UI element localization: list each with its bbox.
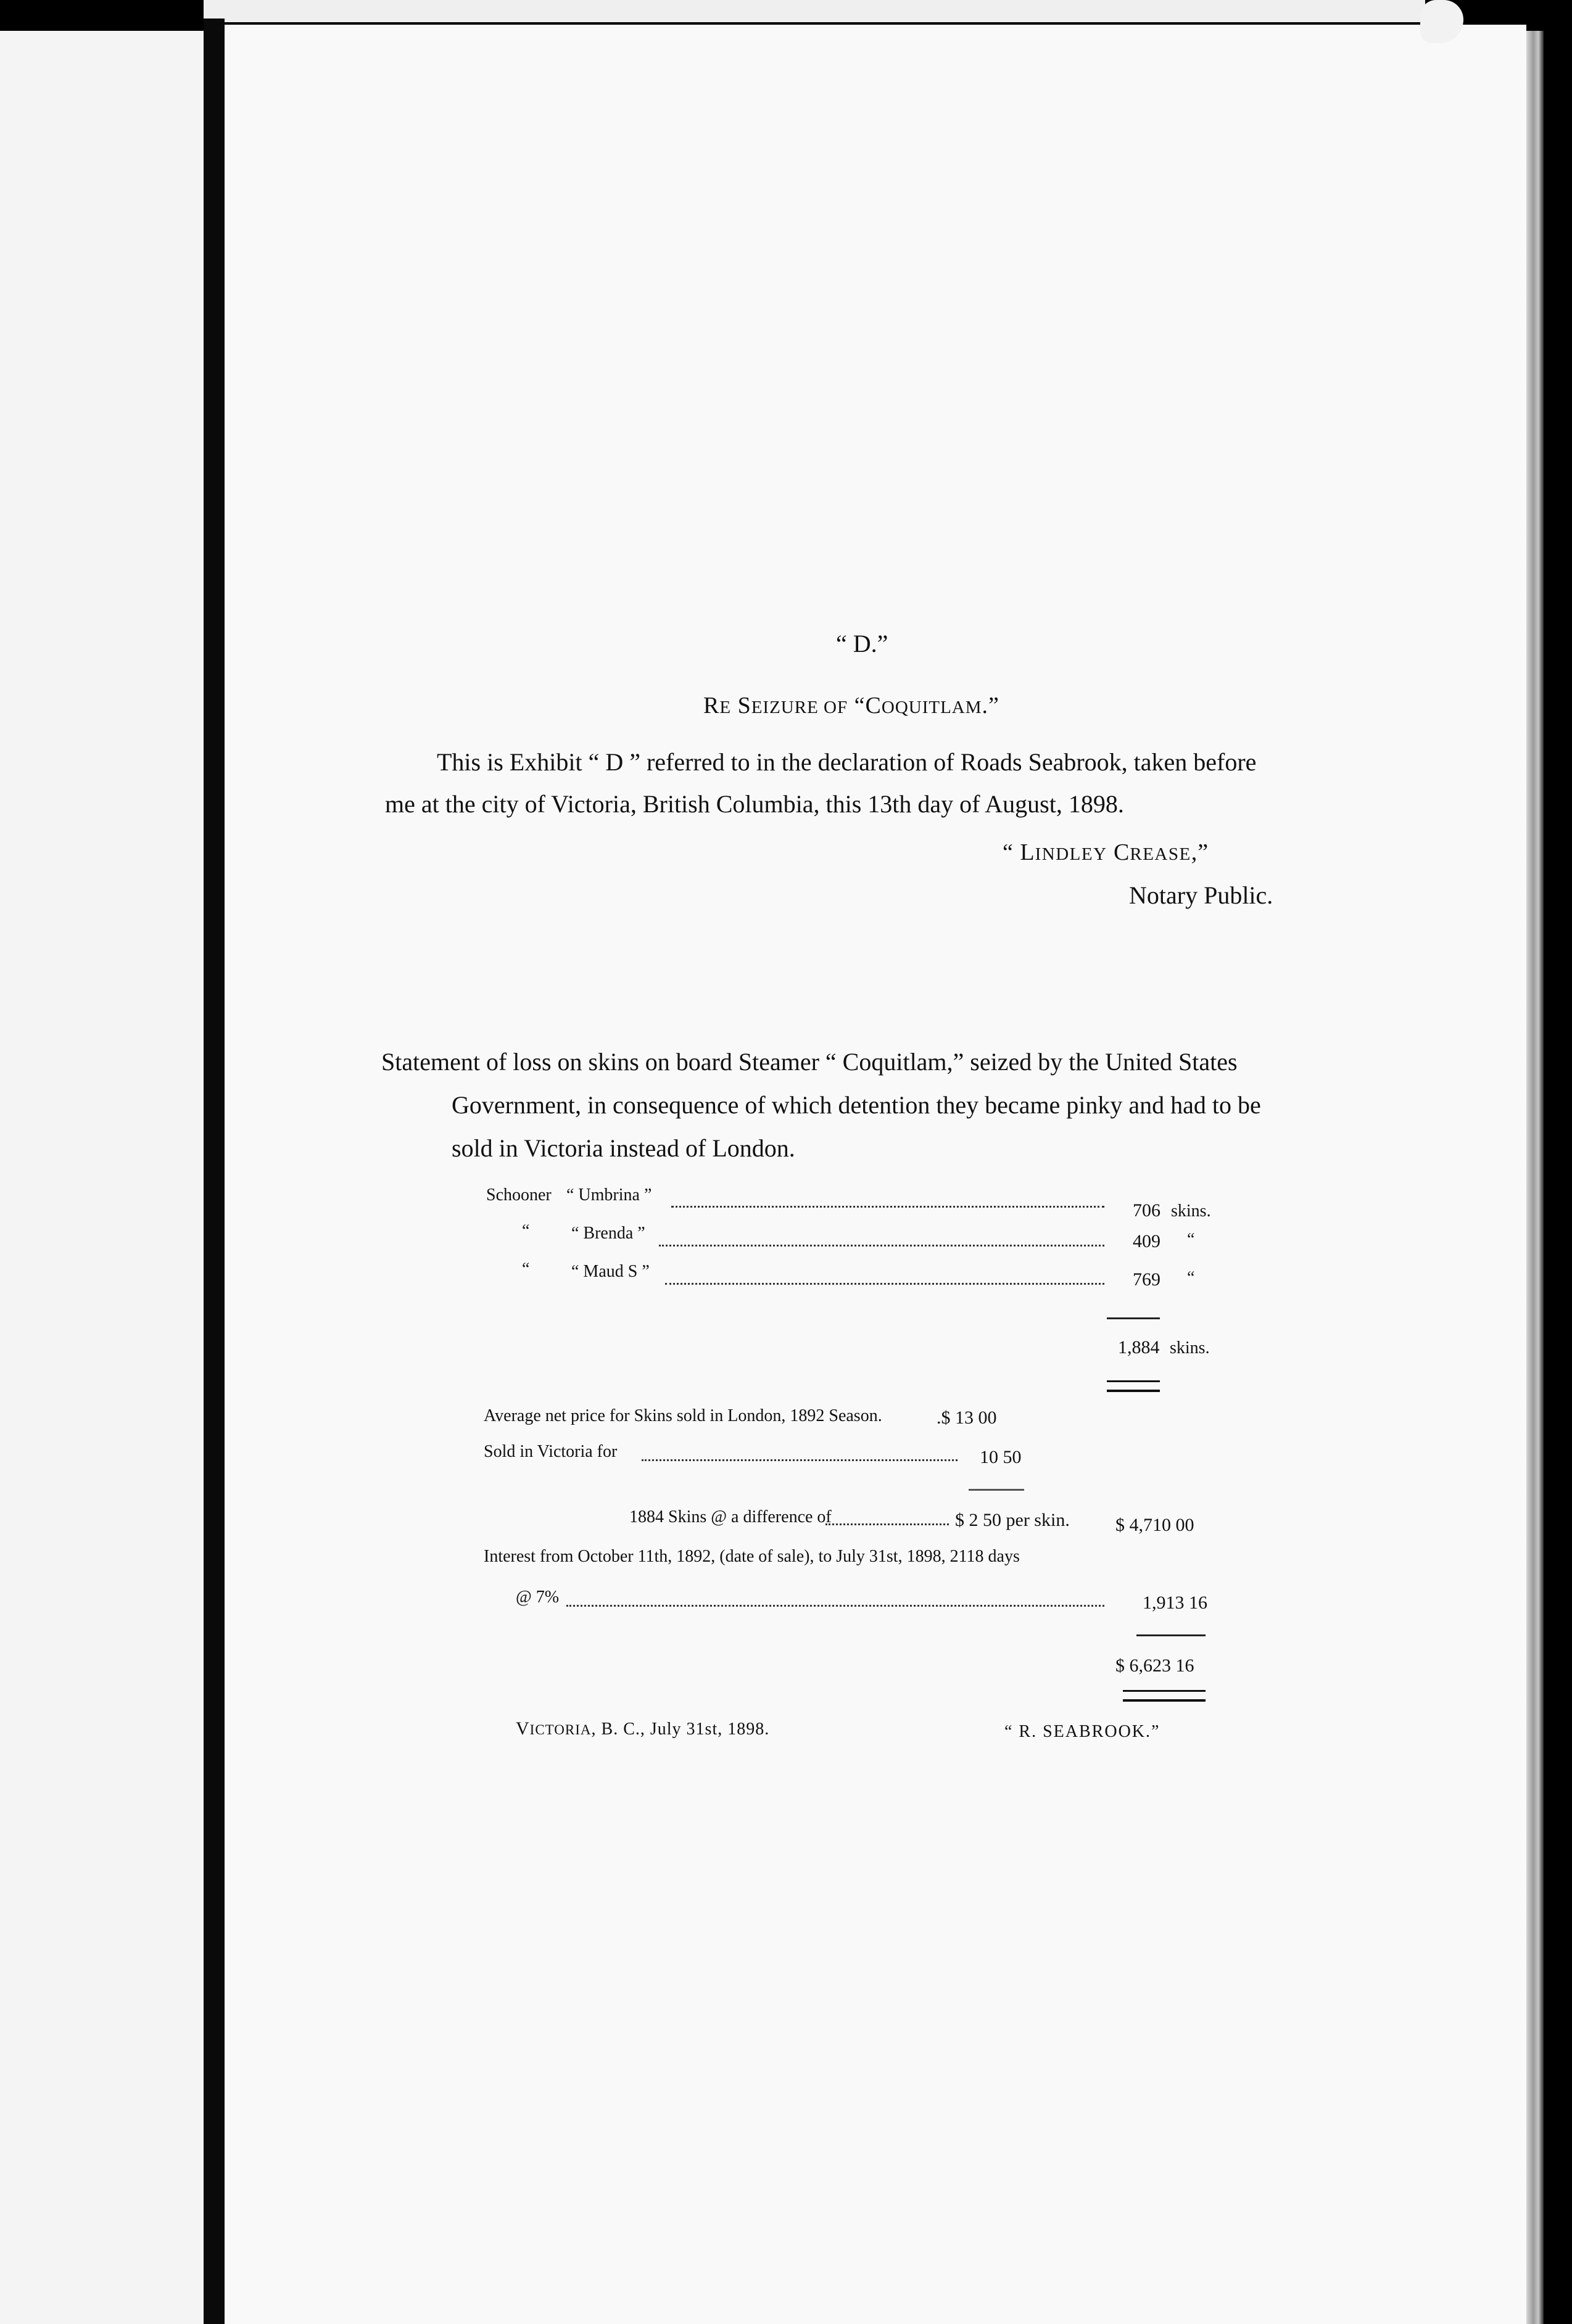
sum-rule [1107,1317,1160,1319]
statement-line-1: Statement of loss on skins on board Steamer “ Coquitlam,” seized by the United States [381,1048,1238,1076]
difference-rate: $ 2 50 per skin. [955,1510,1070,1530]
ditto-mark: “ [1187,1230,1195,1249]
double-rule [1107,1380,1160,1392]
schooner-count: 409 [1133,1231,1160,1251]
page-edge [1526,31,1544,2324]
victoria-price-value: 10 50 [980,1447,1022,1467]
document-page [225,25,1526,2324]
dot-leader [566,1605,1104,1607]
grand-total: $ 6,623 16 [1115,1655,1194,1676]
schooner-name: “ Umbrina ” [566,1185,652,1205]
dot-leader [659,1245,1104,1246]
document-title: RE SEIZURE OF “COQUITLAM.” [703,693,999,719]
dot-leader [642,1459,958,1461]
schooner-name: “ Brenda ” [571,1224,645,1243]
sum-rule [1136,1634,1206,1636]
scan-top-strip [204,0,1425,22]
schooner-count: 706 [1133,1200,1160,1221]
place-date: VICTORIA, B. C., July 31st, 1898. [516,1718,770,1739]
interest-rate: @ 7% [516,1588,560,1607]
declaration-line-2: me at the city of Victoria, British Columbia, this 13th day of August, 1898. [385,790,1124,818]
dot-leader [665,1283,1104,1285]
schooner-count: 769 [1133,1269,1160,1290]
dot-leader [671,1206,1104,1208]
ditto-mark: “ [522,1221,530,1240]
london-price-value: .$ 13 00 [937,1407,997,1428]
dot-leader [825,1523,949,1525]
difference-amount: $ 4,710 00 [1115,1515,1194,1535]
scan-right-border [1544,0,1572,2324]
ditto-mark: “ [522,1259,530,1279]
seabrook-signature: “ R. SEABROOK.” [1004,1722,1160,1741]
schooner-prefix: Schooner [486,1185,552,1205]
statement-line-2: Government, in consequence of which detention they became pinky and had to be [452,1091,1261,1119]
exhibit-label: “ D.” [836,630,888,657]
skins-unit: skins. [1171,1201,1211,1221]
statement-line-3: sold in Victoria instead of London. [452,1134,795,1162]
victoria-price-label: Sold in Victoria for [484,1442,618,1461]
total-skins-count: 1,884 [1118,1337,1160,1358]
double-rule [1123,1690,1206,1702]
notary-title: Notary Public. [1129,881,1273,909]
interest-amount: 1,913 16 [1143,1593,1207,1613]
london-price-label: Average net price for Skins sold in London, 1892 Season. [484,1406,882,1425]
schooner-name: “ Maud S ” [571,1262,650,1281]
difference-label: 1884 Skins @ a difference of [629,1507,832,1527]
notary-signature: “ LINDLEY CREASE,” [1003,839,1209,865]
price-rule [969,1489,1024,1491]
total-skins-unit: skins. [1170,1338,1210,1358]
interest-label: Interest from October 11th, 1892, (date of sale), to July 31st, 1898, 2118 days [484,1547,1020,1566]
binding-shadow [204,19,225,2324]
declaration-line-1: This is Exhibit “ D ” referred to in the declaration of Roads Seabrook, taken before [437,748,1257,776]
scan-left-page [0,0,204,2324]
ditto-mark: “ [1187,1268,1195,1287]
